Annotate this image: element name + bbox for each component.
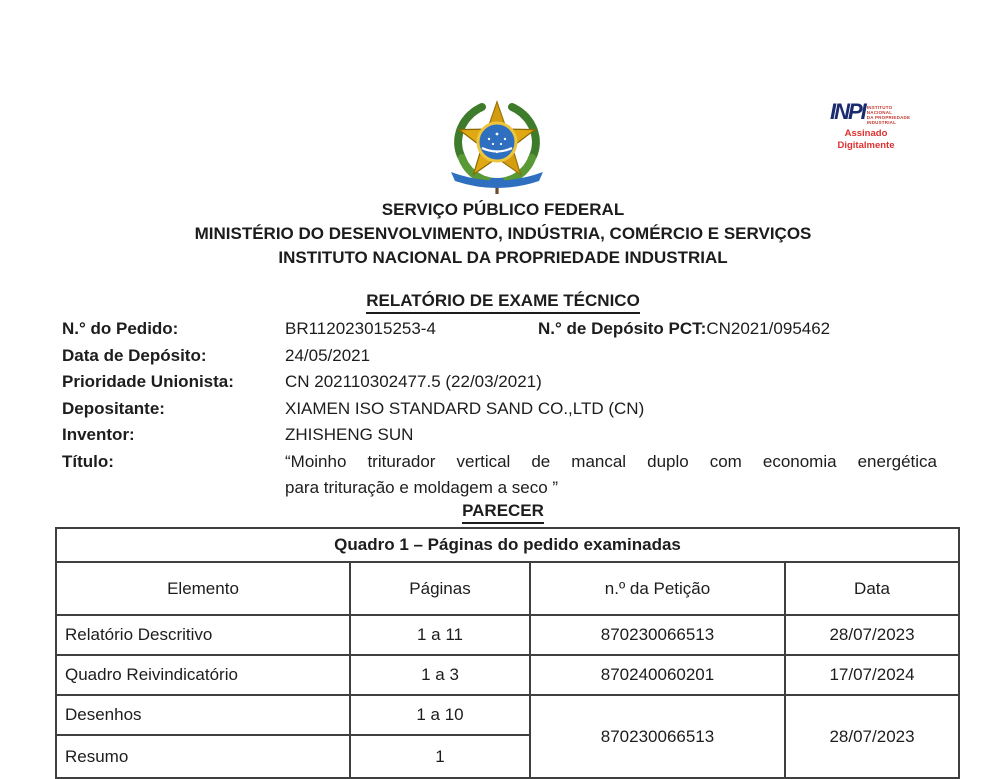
titulo-value <box>285 449 937 502</box>
bibliographic-fields <box>62 316 952 502</box>
cell-paginas: 1 a 11 <box>350 615 530 655</box>
table-row <box>56 695 959 735</box>
pedido-label: N.° do Pedido: <box>62 319 179 338</box>
parecer-heading: PARECER <box>462 501 544 524</box>
col-header-peticao: n.º da Petição <box>530 562 785 615</box>
titulo-line2: para trituração e moldagem a seco ” <box>285 478 559 497</box>
inventor-value: ZHISHENG SUN <box>285 425 414 444</box>
depositante-label: Depositante: <box>62 398 165 418</box>
header-servico-publico: SERVIÇO PÚBLICO FEDERAL <box>381 200 625 219</box>
table-title: Quadro 1 – Páginas do pedido examinadas <box>56 528 959 562</box>
header-ministerio: MINISTÉRIO DO DESENVOLVIMENTO, INDÚSTRIA, COMÉRCIO E SERVIÇOS <box>194 224 812 243</box>
titulo-line1: “Moinho triturador vertical de mancal duplo com economia energética <box>285 451 937 471</box>
pct-value: CN2021/095462 <box>706 319 831 338</box>
header-instituto: INSTITUTO NACIONAL DA PROPRIEDADE INDUSTRIAL <box>278 248 728 267</box>
col-header-elemento: Elemento <box>56 562 350 615</box>
cell-paginas: 1 a 3 <box>350 655 530 695</box>
table-title-row <box>56 528 959 562</box>
pedido-value: BR112023015253-4 <box>285 319 436 338</box>
brazil-coat-of-arms-icon <box>437 94 557 198</box>
table-row <box>56 655 959 695</box>
field-row-prioridade <box>62 369 952 396</box>
field-row-titulo <box>62 449 952 502</box>
data-deposito-value: 24/05/2021 <box>285 345 371 365</box>
cell-data: 28/07/2023 <box>785 615 959 655</box>
digitally-signed-label: Assinado Digitalmente <box>837 128 895 151</box>
field-row-depositante <box>62 396 952 423</box>
cell-peticao-merged: 870230066513 <box>530 695 785 778</box>
cell-elemento: Resumo <box>56 735 350 778</box>
field-row-data-deposito <box>62 343 952 370</box>
prioridade-value: CN 202110302477.5 (22/03/2021) <box>285 372 542 391</box>
parecer-heading-wrap <box>0 501 1006 524</box>
cell-data-merged: 28/07/2023 <box>785 695 959 778</box>
cell-peticao: 870230066513 <box>530 615 785 655</box>
cell-elemento: Quadro Reivindicatório <box>56 655 350 695</box>
pct-label: N.° de Depósito PCT: <box>538 319 707 338</box>
cell-data: 17/07/2024 <box>785 655 959 695</box>
table-header-row <box>56 562 959 615</box>
cell-elemento: Desenhos <box>56 695 350 735</box>
data-deposito-label: Data de Depósito: <box>62 345 207 365</box>
inventor-label: Inventor: <box>62 425 135 444</box>
field-row-pedido <box>62 316 952 343</box>
cell-peticao: 870240060201 <box>530 655 785 695</box>
col-header-paginas: Páginas <box>350 562 530 615</box>
cell-paginas: 1 a 10 <box>350 695 530 735</box>
cell-elemento: Relatório Descritivo <box>56 615 350 655</box>
field-row-inventor <box>62 422 952 449</box>
inpi-logo-institute-text: INSTITUTO NACIONAL DA PROPRIEDADE INDUSTRIAL <box>866 105 911 125</box>
document-title: RELATÓRIO DE EXAME TÉCNICO <box>366 291 640 314</box>
table-row <box>56 615 959 655</box>
government-header <box>0 198 1006 270</box>
cell-paginas: 1 <box>350 735 530 778</box>
depositante-value: XIAMEN ISO STANDARD SAND CO.,LTD (CN) <box>285 398 645 418</box>
col-header-data: Data <box>785 562 959 615</box>
inpi-signature-stamp <box>830 99 930 152</box>
examined-pages-table <box>55 527 960 779</box>
inpi-logo-acronym: INPI <box>830 99 865 124</box>
titulo-label: Título: <box>62 451 114 471</box>
prioridade-label: Prioridade Unionista: <box>62 372 234 391</box>
document-title-wrap <box>0 291 1006 314</box>
